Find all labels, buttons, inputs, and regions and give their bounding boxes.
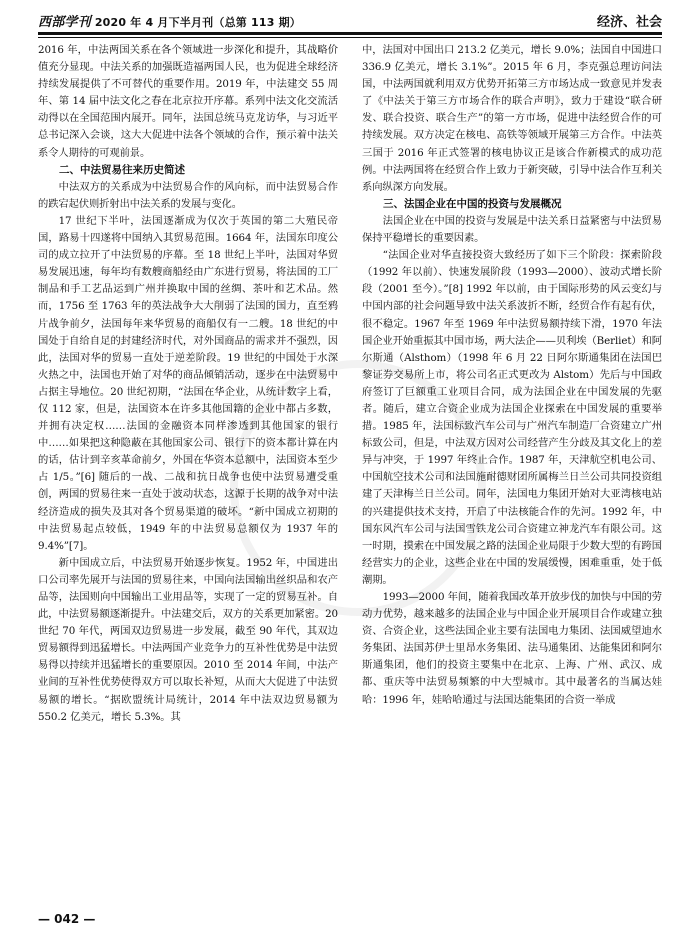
- page-number: — 042 —: [38, 912, 96, 926]
- section-label: 经济、社会: [596, 15, 662, 30]
- issue-label: 2020 年 4 月下半月刊（总第 113 期）: [94, 16, 301, 29]
- left-column: [38, 42, 338, 902]
- journal-info: [38, 11, 301, 30]
- paragraph-intro: 2016 年，中法两国关系在各个领域进一步深化和提升，其战略价值充分显现。中法关系的加强既造福两国人民，也为促进全球经济持续发展提供了不可替代的重要作用。2019 年，中法建交 55 周年、第 14 届中法文化之春在北京拉开序幕。系列中法文化交流活动得以在全国范围内展开。同年，法国总统马克龙访华，与习近平总书记深入会谈，这大大促进中法各个领域的合作，预示着中法关系令人期待的可观前景。: [38, 44, 338, 159]
- article-body: [38, 42, 662, 902]
- section-heading-2: 二、中法贸易往来历史简述: [59, 163, 185, 176]
- page-header: [38, 6, 662, 30]
- header-rule-thin: [38, 37, 662, 38]
- section-heading-3: 三、法国企业在中国的投资与发展概况: [383, 197, 562, 210]
- paragraph: 新中国成立后，中法贸易开始逐步恢复。1952 年，中国进出口公司率先展开与法国的贸易往来，中国向法国输出丝织品和农产品等，法国则向中国输出工业用品等，实现了一定的贸易互补。自此，中法贸易额逐渐提升。中法建交后，双方的关系更加紧密。20 世纪 70 年代，两国双边贸易进一步发展，截至 90 年代，其双边贸易额得到迅猛增长。中法两国产业竞争力的互补性优势是中法贸易得以持续并迅猛增长的重要原因。2010 至 2014 年间，中法产业间的互补性优势使得双方可以取长补短，从而大大促进了中法贸易额的增长。“据欧盟统计局统计，2014 年中法双边贸易额为 550.2 亿美元，增长 5.3%。其: [38, 556, 338, 723]
- header-rule-thick: [38, 32, 662, 35]
- paragraph: 中法双方的关系成为中法贸易合作的风向标，而中法贸易合作的跌宕起伏则折射出中法关系的发展与变化。: [38, 180, 338, 210]
- paragraph-continued: 中，法国对中国出口 213.2 亿美元，增长 9.0%；法国自中国进口 336.9 亿美元，增长 3.1%”。2015 年 6 月，李克强总理访问法国，中法两国就利用双方优势开拓第三方市场达成一致意见并发表了《中法关于第三方市场合作的联合声明》，致力于建设“联合研发、联合投资、联合生产”的第一方市场，促进中法经贸合作的可持续发展。双方决定在核电、高铁等领域开展第三方合作。中法英三国于 2016 年正式签署的核电协议正是该合作新模式的成功范例。中法两国将在经贸合作上致力于新突破，引导中法合作互利关系向纵深方向发展。: [362, 44, 662, 193]
- journal-logo: 西部学刊: [38, 15, 91, 30]
- paragraph: “法国企业对华直接投资大致经历了如下三个阶段：探索阶段（1992 年以前）、快速发展阶段（1993—2000）、波动式增长阶段（2001 至今）。”[8] 1992 年以前，由于国际形势的风云变幻与中国内部的社会问题导致中法关系波折不断，经贸合作有起有伏，很不稳定。1967 年至 1969 年中法贸易额持续下滑，1970 年法国企业开始重振其中国市场，两大法企——贝利埃（Berliet）和阿尔斯通（Alsthom）（1998 年 6 月 22 日阿尔斯通集团在法国巴黎证券交易所上市，将公司名正式更改为 Alstom）先后与中国政府签订了巨额重工业项目合同，成为法国企业在中国发展的先驱者。随后，建立合资企业成为法国企业探索在中国发展的重要举措。1985 年，法国标致汽车公司与广州汽车制造厂合资建立广州标致公司，但是，中法双方因对公司经营产生分歧及其文化上的差异与冲突，于 1997 年终止合作。1987 年，天津航空机电公司、中国航空技术公司和法国施耐德财团所属梅兰日兰公司共同投资组建了天津梅兰日兰公司。同年，法国电力集团开始对大亚湾核电站的兴建提供技术支持，开启了中法核能合作的先河。1992 年，中国东风汽车公司与法国雪铁龙公司合资建立神龙汽车有限公司。这一时期，摸索在中国发展之路的法国企业局限于少数大型的有跨国经营实力的企业，这些企业在中国的发展缓慢，困难重重，处于低潮期。: [362, 249, 662, 586]
- paragraph: 1993—2000 年间，随着我国改革开放步伐的加快与中国的劳动力优势，越来越多的法国企业与中国企业开展项目合作或建立独资、合资企业，这些法国企业主要有法国电力集团、法国威望迪水务集团、法国苏伊士里昂水务集团、法马通集团、达能集团和阿尔斯通集团，他们的投资主要集中在北京、上海、广州、武汉、成都、重庆等中法贸易频繁的中大型城市。其中最著名的当属达娃哈：1996 年，娃哈哈通过与法国达能集团的合资一举成: [362, 591, 662, 706]
- paragraph: 法国企业在中国的投资与发展是中法关系日益紧密与中法贸易保持平稳增长的重要因素。: [362, 214, 662, 245]
- paragraph: 17 世纪下半叶，法国逐渐成为仅次于英国的第二大殖民帝国，路易十四遂将中国纳入其贸易范围。1664 年，法国东印度公司的成立拉开了中法贸易的序幕。至 18 世纪上半叶，法国对华贸易发展迅速，每年均有数艘商船经由广东进行贸易，将法国的工厂制品和手工艺品运到广州并换取中国的丝绸、茶叶和艺术品。然而，1756 至 1763 年的英法战争大大削弱了法国的国力，直至鸦片战争前夕，法国每年来华贸易的商船仅有一二艘。18 世纪的中国处于自给自足的封建经济时代，对外国商品的需求并不强烈，因此，法国对华的贸易一直处于逆差阶段。19 世纪的中国处于水深火热之中，法国也开始了对华的商品倾销活动，逐步在中法贸易中占据主导地位。20 世纪初期，“法国在华企业，从统计数字上看，仅 112 家，但是，法国资本在许多其他国籍的企业中都占多数，并拥有决定权……法国的金融资本同样渗透到其他国家的银行中……如果把这种隐蔽在其他国家公司、银行下的资本都计算在内的话，估计到辛亥革命前夕，外国在华资本总额中，法国资本至少占 1/5。”[6] 随后的一战、二战和抗日战争也使中法贸易遭受重创，两国的贸易往来一直处于波动状态，这源于长期的战争对中法经济造成的损失及其对各个贸易渠道的破坏。“新中国成立初期的中法贸易起点较低，1949 年的中法贸易总额仅为 1937 年的 9.4%”[7]。: [38, 214, 338, 552]
- right-column: [362, 42, 662, 902]
